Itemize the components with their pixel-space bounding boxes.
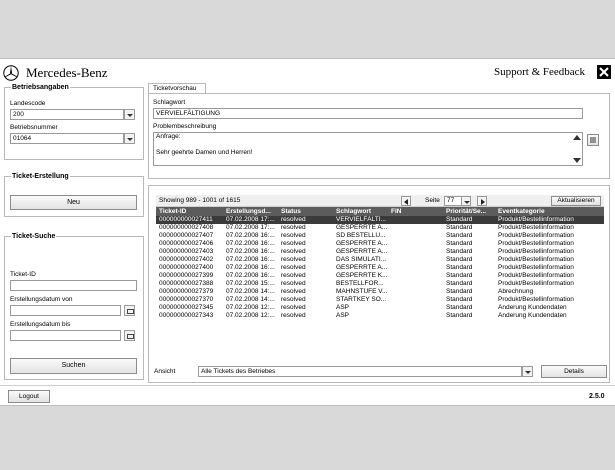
table-row[interactable]: 000000000027370 07.02.2008 14:... resolved STARTKEY SO... Standard Produkt/Bestellinformation: [159, 296, 574, 303]
suchen-button[interactable]: Suchen: [10, 358, 137, 374]
column-header-schlagwort[interactable]: Schlagwort: [336, 208, 372, 215]
problembeschreibung-label: Problembeschreibung: [153, 123, 217, 130]
ticket-suche-group: [4, 233, 144, 380]
table-row[interactable]: 000000000027402 07.02.2008 16:... resolved DAS SIMULATI... Standard Produkt/Bestellinformation: [159, 256, 574, 263]
seite-select[interactable]: 77: [444, 196, 462, 206]
schlagwort-label: Schlagwort: [153, 99, 186, 106]
column-header-status[interactable]: Status: [281, 208, 301, 215]
next-page-icon[interactable]: [477, 196, 487, 206]
table-row[interactable]: 000000000027403 07.02.2008 16:... resolved GESPERRTE A... Standard Produkt/Bestellinformation: [159, 248, 574, 255]
footer-divider: [0, 385, 615, 386]
ticket-suche-title: Ticket-Suche: [12, 233, 56, 240]
details-button[interactable]: Details: [541, 365, 607, 378]
app-window: [0, 58, 615, 406]
landescode-dropdown-icon[interactable]: [124, 109, 135, 120]
scroll-up-icon[interactable]: [573, 134, 581, 140]
column-header-prioritaet[interactable]: Priorität/Se...: [446, 208, 487, 215]
betriebsangaben-group: [4, 84, 144, 160]
tab-ticketvorschau[interactable]: Ticketvorschau: [148, 83, 206, 93]
aktualisieren-button[interactable]: Aktualisieren: [551, 196, 601, 206]
seite-label: Seite: [425, 197, 440, 204]
scroll-down-icon[interactable]: [573, 158, 581, 164]
showing-range-text: Showing 989 - 1001 of 1615: [159, 197, 241, 204]
pager-bar: [156, 195, 604, 207]
table-row[interactable]: 000000000027345 07.02.2008 12:... resolved ASP Standard Änderung Kundendaten: [159, 304, 567, 311]
erstellungsdatum-von-label: Erstellungsdatum von: [10, 296, 73, 303]
landescode-select[interactable]: 200: [10, 109, 124, 120]
neu-button[interactable]: Neu: [10, 195, 137, 210]
betriebsnummer-label: Betriebsnummer: [10, 124, 58, 131]
version-text: 2.5.0: [589, 393, 605, 400]
table-row[interactable]: 000000000027379 07.02.2008 14:... resolved MAHNSTUFE V... Standard Abrechnung: [159, 288, 534, 295]
problembeschreibung-textarea[interactable]: [153, 132, 583, 166]
brand-name: Mercedes-Benz: [26, 65, 108, 80]
calendar-bis-icon[interactable]: [124, 330, 135, 341]
column-header-eventkategorie[interactable]: Eventkategorie: [498, 208, 545, 215]
ticket-erstellung-group: [4, 173, 144, 217]
table-row[interactable]: 000000000027400 07.02.2008 16:... resolved GESPERRTE A... Standard Produkt/Bestellinformation: [159, 264, 574, 271]
expand-editor-button[interactable]: [587, 134, 599, 146]
close-icon[interactable]: [597, 65, 611, 79]
ticket-erstellung-title: Ticket-Erstellung: [12, 173, 69, 180]
table-row[interactable]: 000000000027408 07.02.2008 17:... resolved GESPERRTE A... Standard Produkt/Bestellinformation: [159, 224, 574, 231]
column-header-ticket-id[interactable]: Ticket-ID: [159, 208, 187, 215]
support-feedback-link[interactable]: Support & Feedback: [494, 66, 586, 78]
erstellungsdatum-bis-input[interactable]: [10, 330, 121, 341]
logout-button[interactable]: Logout: [8, 390, 50, 403]
ticket-id-label: Ticket-ID: [10, 271, 36, 278]
table-row[interactable]: 000000000027411 07.02.2008 17:... resolved VERVIELFÄLTI... Standard Produkt/Bestellinformation: [156, 216, 604, 224]
table-row[interactable]: 000000000027388 07.02.2008 15:... resolved BESTELLFOR... Standard Produkt/Bestellinformation: [159, 280, 574, 287]
ticketvorschau-panel: [148, 93, 610, 179]
landescode-label: Landescode: [10, 100, 46, 107]
betriebsangaben-title: Betriebsangaben: [12, 84, 69, 91]
seite-dropdown-icon[interactable]: [461, 196, 471, 206]
ticket-table-body: [156, 216, 604, 320]
calendar-von-icon[interactable]: [124, 305, 135, 316]
erstellungsdatum-bis-label: Erstellungsdatum bis: [10, 321, 71, 328]
expand-icon: [590, 137, 596, 143]
mercedes-star-icon: [3, 65, 19, 81]
ansicht-label: Ansicht: [154, 368, 176, 375]
problem-line-2: Sehr geehrte Damen und Herren!: [156, 149, 253, 156]
table-row[interactable]: 000000000027399 07.02.2008 16:... resolved GESPERRTE K... Standard Produkt/Bestellinformation: [159, 272, 574, 279]
table-row[interactable]: 000000000027406 07.02.2008 16:... resolved GESPERRTE A... Standard Produkt/Bestellinformation: [159, 240, 574, 247]
column-header-erstellungsdatum[interactable]: Erstellungsd...: [226, 208, 271, 215]
ticket-table-header: [156, 207, 604, 216]
problem-line-1: Anfrage:: [156, 133, 181, 140]
column-header-fin[interactable]: FIN: [391, 208, 402, 215]
betriebsnummer-select[interactable]: 01064: [10, 133, 124, 144]
ansicht-select[interactable]: Alle Tickets des Betriebes: [198, 366, 522, 377]
schlagwort-input[interactable]: VERVIELFÄLTIGUNG: [153, 108, 583, 119]
ticket-id-input[interactable]: [10, 280, 137, 291]
betriebsnummer-dropdown-icon[interactable]: [124, 133, 135, 144]
table-row[interactable]: 000000000027407 07.02.2008 16:... resolved SD BESTELLU... Standard Produkt/Bestellinformation: [159, 232, 574, 239]
app-header: [0, 59, 615, 85]
prev-page-icon[interactable]: [401, 196, 411, 206]
table-row[interactable]: 000000000027343 07.02.2008 12:... resolved ASP Standard Änderung Kundendaten: [159, 312, 567, 319]
erstellungsdatum-von-input[interactable]: [10, 305, 121, 316]
ansicht-dropdown-icon[interactable]: [522, 366, 533, 377]
